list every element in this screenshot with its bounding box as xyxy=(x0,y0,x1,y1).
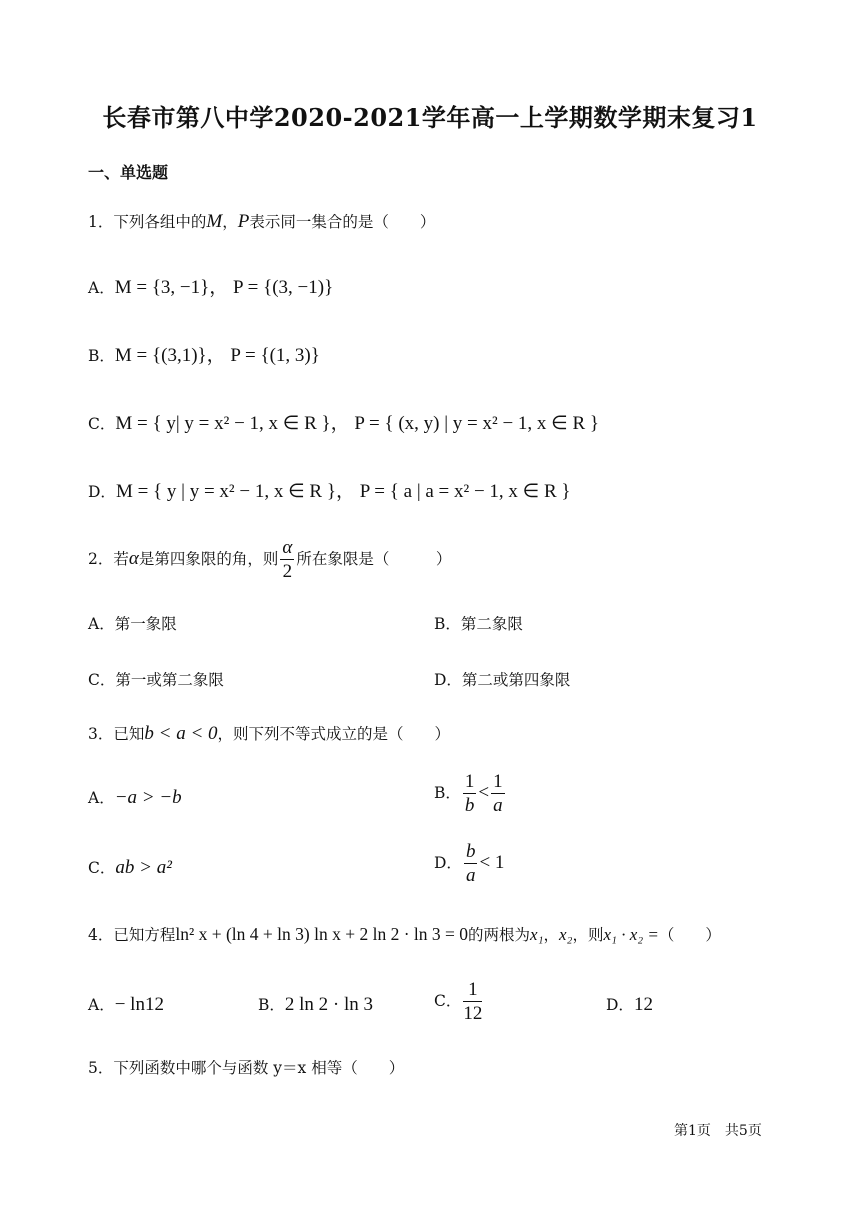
q1-option-d-math: M = { y | y = x² − 1, x ∈ R }， P = { a | a = x² − 1, x ∈ R } xyxy=(115,481,571,502)
q1-var-m: M xyxy=(206,211,223,232)
q4-option-d xyxy=(606,993,653,1016)
q4-option-a-math: − ln12 xyxy=(114,994,164,1015)
q1-option-c-label: C． xyxy=(88,415,116,433)
q1-option-a-math: M = {3, −1}， P = {(3, −1)} xyxy=(114,277,334,298)
q1-sep: ， xyxy=(222,213,238,231)
q3-stem-pre: 3．已知 xyxy=(88,725,145,743)
q1-option-c xyxy=(88,408,599,435)
q4-sep: ， xyxy=(543,926,560,944)
question-3-stem xyxy=(88,722,450,745)
q4-product: x₁ · x₂ = xyxy=(603,925,659,944)
q3-option-d-label: D． xyxy=(434,853,462,872)
q2-fraction xyxy=(280,538,294,582)
q2-stem-post: 所在象限是（ ） xyxy=(296,549,452,568)
q2-option-c: C．第一或第二象限 xyxy=(88,671,224,689)
q4-x2: x₂ xyxy=(559,925,573,944)
q4-equation: ln² x + (ln 4 + ln 3) ln x + 2 ln 2 · ln 3 = 0 xyxy=(175,924,469,944)
q3-b-den-1: b xyxy=(464,794,475,816)
q3-option-c-math: ab > a² xyxy=(115,857,172,878)
q3-b-frac-1 xyxy=(463,772,477,816)
q4-option-c-label: C． xyxy=(434,991,462,1010)
q3-d-rest: < 1 xyxy=(479,851,505,873)
page-footer: 第1页 共5页 xyxy=(674,1123,762,1139)
q3-d-num: b xyxy=(465,841,476,862)
q4-c-den: 12 xyxy=(463,1002,483,1024)
q2-alpha: α xyxy=(128,547,139,569)
q3-stem-post: ，则下列不等式成立的是（ ） xyxy=(217,725,451,743)
q4-option-d-math: 12 xyxy=(633,994,653,1015)
q3-option-c xyxy=(88,856,172,879)
question-1-stem xyxy=(88,210,435,233)
q3-option-b-label: B． xyxy=(434,783,461,802)
section-heading: 一、单选题 xyxy=(88,163,169,182)
q1-option-a-label: A． xyxy=(88,279,115,297)
q3-b-den-2: a xyxy=(493,794,503,816)
q3-option-b xyxy=(434,772,507,816)
question-4-stem xyxy=(88,923,721,945)
q4-option-c xyxy=(434,980,484,1024)
q3-d-den: a xyxy=(465,864,476,886)
q4-stem-pre: 4．已知方程 xyxy=(88,926,176,944)
q3-option-a-math: −a > −b xyxy=(114,787,182,808)
q4-stem-post: （ ） xyxy=(658,926,721,944)
q2-stem-pre: 2．若 xyxy=(88,549,129,568)
q1-option-b xyxy=(88,340,320,367)
question-2-stem xyxy=(88,538,451,582)
q4-option-a xyxy=(88,993,164,1016)
q3-condition: b < a < 0 xyxy=(144,723,218,744)
q3-option-a-label: A． xyxy=(88,789,115,807)
q3-d-frac xyxy=(464,842,478,886)
q2-stem-mid: 是第四象限的角，则 xyxy=(138,549,279,568)
q1-option-b-label: B． xyxy=(88,347,115,365)
q4-stem-mid2: ，则 xyxy=(572,926,604,944)
q1-option-d-label: D． xyxy=(88,483,116,501)
q3-b-frac-2 xyxy=(491,772,505,816)
q1-var-p: P xyxy=(237,211,250,232)
q4-c-num: 1 xyxy=(463,980,482,1002)
q1-option-c-math: M = { y| y = x² − 1, x ∈ R }， P = { (x, y) | y = x² − 1, x ∈ R } xyxy=(115,413,600,434)
q4-option-b-math: 2 ln 2 · ln 3 xyxy=(284,994,374,1015)
q4-option-a-label: A． xyxy=(88,996,115,1014)
q2-frac-num: α xyxy=(282,537,293,558)
page-title: 长春市第八中学2020-2021学年高一上学期数学期末复习1 xyxy=(102,103,758,132)
q2-frac-den: 2 xyxy=(282,560,293,582)
q3-option-d xyxy=(434,842,504,886)
q4-stem-mid: 的两根为 xyxy=(468,926,531,944)
q1-stem-post: 表示同一集合的是（ ） xyxy=(249,213,436,231)
q4-option-d-label: D． xyxy=(606,996,634,1014)
q1-option-a xyxy=(88,272,333,299)
q4-option-b xyxy=(258,993,373,1016)
q4-x1: x₁ xyxy=(530,925,544,944)
q2-option-b: B．第二象限 xyxy=(434,615,523,633)
q3-b-num-2: 1 xyxy=(493,771,503,792)
q1-option-b-math: M = {(3,1)}， P = {(1, 3)} xyxy=(114,345,320,366)
q3-b-num-1: 1 xyxy=(464,771,475,792)
q2-option-a: A．第一象限 xyxy=(88,615,177,633)
q3-option-c-label: C． xyxy=(88,859,116,877)
question-5-stem: 5．下列函数中哪个与函数 y＝x 相等（ ） xyxy=(88,1059,405,1077)
q2-option-d: D．第二或第四象限 xyxy=(434,671,571,689)
q3-option-a xyxy=(88,786,182,809)
q4-c-frac xyxy=(463,980,482,1024)
q1-option-d xyxy=(88,476,571,503)
q1-stem-pre: 1．下列各组中的 xyxy=(88,213,207,231)
q3-b-operator: < xyxy=(478,781,490,803)
q4-option-b-label: B． xyxy=(258,996,285,1014)
